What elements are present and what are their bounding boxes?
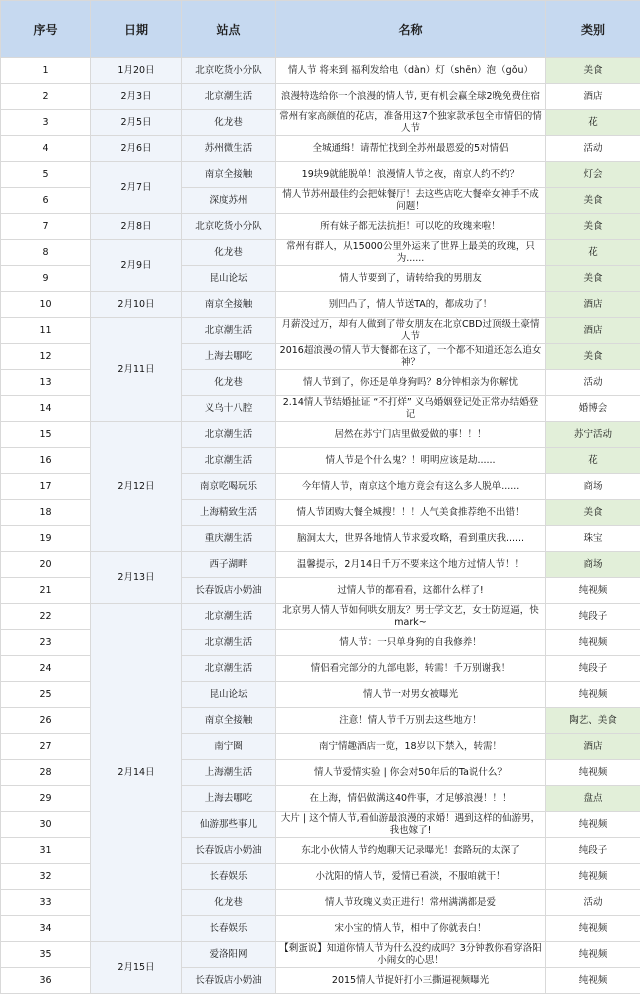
cell-category: 纯段子 — [546, 604, 640, 630]
cell-no: 25 — [1, 682, 91, 708]
cell-name: 在上海，情侣做满这40件事，才足够浪漫！！！ — [276, 786, 546, 812]
cell-no: 9 — [1, 266, 91, 292]
cell-site: 北京潮生活 — [182, 656, 276, 682]
cell-no: 27 — [1, 734, 91, 760]
cell-no: 11 — [1, 318, 91, 344]
cell-site: 长春娱乐 — [182, 864, 276, 890]
cell-category: 美食 — [546, 214, 640, 240]
cell-site: 化龙巷 — [182, 110, 276, 136]
cell-name: 2016超浪漫の情人节大餐都在这了，一个都不知道还怎么追女神？ — [276, 344, 546, 370]
cell-name: 【剩蛋说】知道你情人节为什么没约成吗？3分钟教你看穿洛阳小闹女的心思！ — [276, 942, 546, 968]
cell-site: 北京潮生活 — [182, 422, 276, 448]
cell-name: 东北小伙情人节约炮聊天记录曝光！套路玩的太深了 — [276, 838, 546, 864]
cell-date: 2月14日 — [91, 604, 182, 942]
cell-site: 长春饭店小奶油 — [182, 968, 276, 994]
cell-date: 2月9日 — [91, 240, 182, 292]
cell-date: 2月5日 — [91, 110, 182, 136]
cell-no: 29 — [1, 786, 91, 812]
cell-name: 常州有群人，从15000公里外运来了世界上最美的玫瑰，只为...... — [276, 240, 546, 266]
cell-site: 上海潮生活 — [182, 760, 276, 786]
cell-category: 花 — [546, 448, 640, 474]
cell-category: 美食 — [546, 188, 640, 214]
cell-name: 19块9就能脱单！浪漫情人节之夜，南京人约不约？ — [276, 162, 546, 188]
cell-site: 北京潮生活 — [182, 448, 276, 474]
cell-no: 30 — [1, 812, 91, 838]
cell-category: 商场 — [546, 552, 640, 578]
cell-category: 花 — [546, 110, 640, 136]
cell-name: 脑洞太大，世界各地情人节求爱攻略，看到重庆我...... — [276, 526, 546, 552]
cell-category: 纯视频 — [546, 630, 640, 656]
cell-name: 2.14情人节结婚扯证 “不打烊” 义乌婚姻登记处正常办结婚登记 — [276, 396, 546, 422]
table-row — [1, 318, 640, 344]
cell-site: 北京吃货小分队 — [182, 58, 276, 84]
cell-no: 34 — [1, 916, 91, 942]
cell-name: 浪漫特选给你一个浪漫的情人节, 更有机会赢全球2晚免费住宿 — [276, 84, 546, 110]
cell-name: 情人节一对男女被曝光 — [276, 682, 546, 708]
cell-site: 南京全接触 — [182, 162, 276, 188]
cell-no: 6 — [1, 188, 91, 214]
cell-date: 2月12日 — [91, 422, 182, 552]
cell-name: 温馨提示，2月14日千万不要来这个地方过情人节！！ — [276, 552, 546, 578]
cell-no: 17 — [1, 474, 91, 500]
cell-name: 居然在苏宁门店里做爱做的事！！！ — [276, 422, 546, 448]
table-row — [1, 552, 640, 578]
cell-name: 情人节爱情实验 | 你会对50年后的Ta说什么？ — [276, 760, 546, 786]
cell-site: 南京全接触 — [182, 708, 276, 734]
header-no: 序号 — [1, 1, 91, 58]
cell-no: 35 — [1, 942, 91, 968]
header-date: 日期 — [91, 1, 182, 58]
cell-no: 24 — [1, 656, 91, 682]
cell-category: 纯视频 — [546, 578, 640, 604]
table-row — [1, 58, 640, 84]
cell-category: 纯视频 — [546, 760, 640, 786]
cell-category: 纯视频 — [546, 968, 640, 994]
cell-name: 过情人节的都看看，这都什么样了! — [276, 578, 546, 604]
cell-category: 苏宁活动 — [546, 422, 640, 448]
cell-category: 灯会 — [546, 162, 640, 188]
cell-no: 22 — [1, 604, 91, 630]
cell-category: 活动 — [546, 136, 640, 162]
cell-name: 今年情人节，南京这个地方竟会有这么多人脱单...... — [276, 474, 546, 500]
table-row — [1, 942, 640, 968]
cell-no: 32 — [1, 864, 91, 890]
cell-date: 2月8日 — [91, 214, 182, 240]
cell-no: 33 — [1, 890, 91, 916]
cell-site: 苏州微生活 — [182, 136, 276, 162]
cell-name: 2015情人节捉奸打小三撕逼视频曝光 — [276, 968, 546, 994]
cell-name: 月薪没过万，却有人做到了带女朋友在北京CBD过顶级土豪情人节 — [276, 318, 546, 344]
table-body — [1, 58, 640, 994]
cell-category: 纯视频 — [546, 942, 640, 968]
table-row — [1, 292, 640, 318]
cell-category: 纯视频 — [546, 682, 640, 708]
cell-site: 北京潮生活 — [182, 630, 276, 656]
cell-no: 10 — [1, 292, 91, 318]
header-site: 站点 — [182, 1, 276, 58]
cell-site: 上海精致生活 — [182, 500, 276, 526]
cell-category: 纯段子 — [546, 838, 640, 864]
cell-no: 3 — [1, 110, 91, 136]
cell-site: 化龙巷 — [182, 240, 276, 266]
cell-name: 情侣看完部分的九部电影，转需！千万别谢我！ — [276, 656, 546, 682]
cell-no: 8 — [1, 240, 91, 266]
cell-no: 1 — [1, 58, 91, 84]
cell-category: 珠宝 — [546, 526, 640, 552]
cell-no: 20 — [1, 552, 91, 578]
cell-site: 爱洛阳网 — [182, 942, 276, 968]
cell-site: 北京潮生活 — [182, 84, 276, 110]
cell-no: 28 — [1, 760, 91, 786]
cell-category: 酒店 — [546, 84, 640, 110]
cell-site: 义乌十八腔 — [182, 396, 276, 422]
cell-name: 情人节到了，你还是单身狗吗？8分钟相亲为你解忧 — [276, 370, 546, 396]
cell-site: 重庆潮生活 — [182, 526, 276, 552]
cell-site: 西子湖畔 — [182, 552, 276, 578]
cell-name: 南宁情趣酒店一览，18岁以下禁入，转需！ — [276, 734, 546, 760]
cell-date: 2月3日 — [91, 84, 182, 110]
cell-name: 注意！情人节千万别去这些地方！ — [276, 708, 546, 734]
cell-site: 长春娱乐 — [182, 916, 276, 942]
cell-site: 化龙巷 — [182, 370, 276, 396]
cell-no: 13 — [1, 370, 91, 396]
cell-name: 常州有家高颜值的花店，准备用这7个独家款承包全市情侣的情人节 — [276, 110, 546, 136]
cell-date: 2月7日 — [91, 162, 182, 214]
cell-no: 5 — [1, 162, 91, 188]
cell-site: 昆山论坛 — [182, 682, 276, 708]
cell-category: 美食 — [546, 500, 640, 526]
cell-category: 陶艺、美食 — [546, 708, 640, 734]
cell-category: 纯视频 — [546, 864, 640, 890]
cell-date: 1月20日 — [91, 58, 182, 84]
table-row — [1, 162, 640, 188]
cell-no: 4 — [1, 136, 91, 162]
cell-name: 小沈阳的情人节，爱情已看淡，不服咱就干！ — [276, 864, 546, 890]
cell-site: 北京吃货小分队 — [182, 214, 276, 240]
cell-category: 花 — [546, 240, 640, 266]
header-name: 名称 — [276, 1, 546, 58]
cell-no: 12 — [1, 344, 91, 370]
cell-no: 7 — [1, 214, 91, 240]
cell-category: 盘点 — [546, 786, 640, 812]
cell-date: 2月6日 — [91, 136, 182, 162]
cell-category: 纯段子 — [546, 656, 640, 682]
table-row — [1, 240, 640, 266]
cell-name: 情人节团购大餐全城搜！！！人气美食推荐绝不出错！ — [276, 500, 546, 526]
cell-category: 酒店 — [546, 292, 640, 318]
header-category: 类别 — [546, 1, 640, 58]
cell-site: 上海去哪吃 — [182, 786, 276, 812]
cell-date: 2月11日 — [91, 318, 182, 422]
cell-name: 大片 | 这个情人节,看仙游最浪漫的求婚！遇到这样的仙游男，我也嫁了! — [276, 812, 546, 838]
cell-name: 别凹凸了，情人节送TA的，都成功了！ — [276, 292, 546, 318]
cell-no: 2 — [1, 84, 91, 110]
cell-site: 仙游那些事儿 — [182, 812, 276, 838]
cell-site: 北京潮生活 — [182, 318, 276, 344]
cell-site: 昆山论坛 — [182, 266, 276, 292]
cell-no: 18 — [1, 500, 91, 526]
cell-date: 2月10日 — [91, 292, 182, 318]
cell-category: 纯视频 — [546, 812, 640, 838]
cell-site: 上海去哪吃 — [182, 344, 276, 370]
cell-name: 全城通缉！请帮忙找到全苏州最恩爱的5对情侣 — [276, 136, 546, 162]
cell-category: 活动 — [546, 890, 640, 916]
cell-no: 16 — [1, 448, 91, 474]
cell-date: 2月15日 — [91, 942, 182, 994]
table-row — [1, 136, 640, 162]
cell-no: 36 — [1, 968, 91, 994]
cell-name: 情人节 将来到 福利发给电（dàn）灯（shēn）泡（gǒu） — [276, 58, 546, 84]
cell-category: 婚博会 — [546, 396, 640, 422]
cell-category: 酒店 — [546, 734, 640, 760]
cell-site: 长春饭店小奶油 — [182, 838, 276, 864]
cell-name: 北京男人情人节如何哄女朋友？男士学文艺，女士防逗逼，快mark~ — [276, 604, 546, 630]
cell-category: 商场 — [546, 474, 640, 500]
cell-name: 情人节玫瑰义卖正进行！常州满满都是爱 — [276, 890, 546, 916]
cell-category: 酒店 — [546, 318, 640, 344]
cell-no: 15 — [1, 422, 91, 448]
cell-category: 美食 — [546, 344, 640, 370]
cell-site: 南宁圈 — [182, 734, 276, 760]
cell-site: 南京吃喝玩乐 — [182, 474, 276, 500]
table-row — [1, 604, 640, 630]
cell-site: 南京全接触 — [182, 292, 276, 318]
cell-no: 21 — [1, 578, 91, 604]
cell-site: 北京潮生活 — [182, 604, 276, 630]
cell-category: 美食 — [546, 58, 640, 84]
cell-name: 情人节要到了，请转给我的男朋友 — [276, 266, 546, 292]
cell-no: 23 — [1, 630, 91, 656]
cell-name: 所有妹子都无法抗拒！可以吃的玫瑰来啦！ — [276, 214, 546, 240]
cell-category: 纯视频 — [546, 916, 640, 942]
cell-name: 情人节苏州最佳约会把妹餐厅！去这些店吃大餐牵女神手不成问题！ — [276, 188, 546, 214]
cell-name: 情人节：一只单身狗的自我修养！ — [276, 630, 546, 656]
cell-category: 美食 — [546, 266, 640, 292]
cell-no: 31 — [1, 838, 91, 864]
cell-date: 2月13日 — [91, 552, 182, 604]
table-row — [1, 422, 640, 448]
cell-site: 化龙巷 — [182, 890, 276, 916]
cell-no: 19 — [1, 526, 91, 552]
cell-site: 深度苏州 — [182, 188, 276, 214]
cell-name: 宋小宝的情人节，相中了你就表白！ — [276, 916, 546, 942]
cell-category: 活动 — [546, 370, 640, 396]
cell-no: 26 — [1, 708, 91, 734]
table-row — [1, 214, 640, 240]
table-row — [1, 110, 640, 136]
cell-name: 情人节是个什么鬼？！明明应该是劫...... — [276, 448, 546, 474]
cell-site: 长春饭店小奶油 — [182, 578, 276, 604]
header-row — [1, 1, 640, 58]
cell-no: 14 — [1, 396, 91, 422]
table-row — [1, 84, 640, 110]
